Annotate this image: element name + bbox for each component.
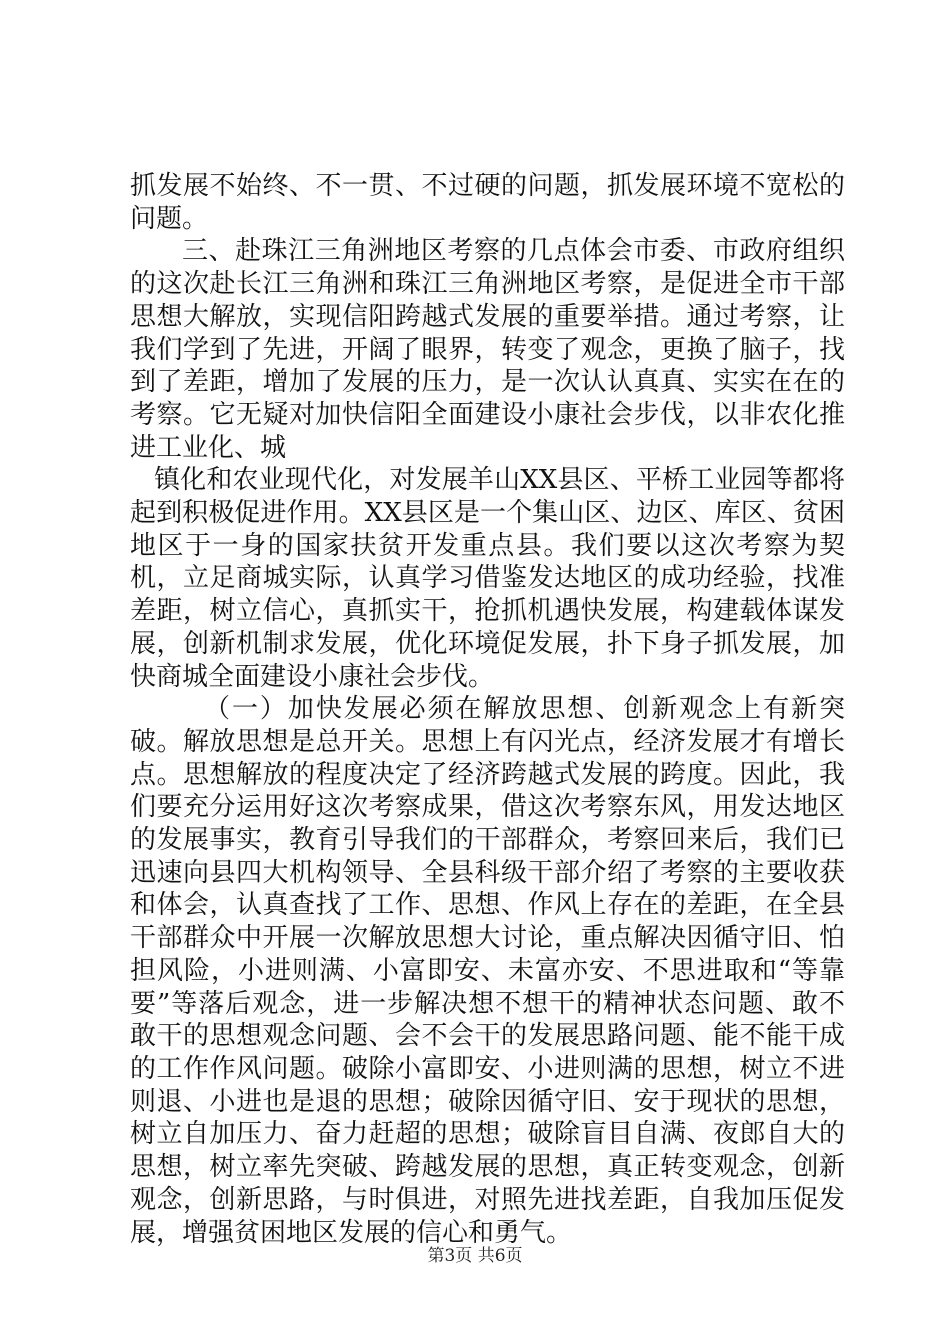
document-body [130,170,845,1249]
paragraph-section-three: 三、赴珠江三角洲地区考察的几点体会市委、市政府组织的这次赴长江三角洲和珠江三角洲地区考察，是促进全市干部思想大解放，实现信阳跨越式发展的重要举措。通过考察，让我们学到了先进，开阔了眼界，转变了观念，更换了脑子，找到了差距，增加了发展的压力，是一次认认真真、实实在在的考察。它无疑对加快信阳全面建设小康社会步伐，以非农化推进工业化、城 [130,236,845,463]
page-footer: 第3页 共6页 [427,1246,523,1266]
paragraph-subsection-one: （一）加快发展必须在解放思想、创新观念上有新突破。解放思想是总开关。思想上有闪光点，经济发展才有增长点。思想解放的程度决定了经济跨越式发展的跨度。因此，我们要充分运用好这次考察成果，借这次考察东风，用发达地区的发展事实，教育引导我们的干部群众，考察回来后，我们已迅速向县四大机构领导、全县科级干部介绍了考察的主要收获和体会，认真查找了工作、思想、作风上存在的差距，在全县干部群众中开展一次解放思想大讨论，重点解决因循守旧、怕担风险，小进则满、小富即安、未富亦安、不思进取和“等靠要”等落后观念，进一步解决想不想干的精神状态问题、敢不敢干的思想观念问题、会不会干的发展思路问题、能不能干成的工作作风问题。破除小富即安、小进则满的思想，树立不进则退、小进也是退的思想；破除因循守旧、安于现状的思想，树立自加压力、奋力赶超的思想；破除盲目自满、夜郎自大的思想，树立率先突破、跨越发展的思想，真正转变观念，创新观念，创新思路，与时俱进，对照先进找差距，自我加压促发展，增强贫困地区发展的信心和勇气。 [130,694,845,1248]
paragraph-shangcheng: 镇化和农业现代化，对发展羊山XX县区、平桥工业园等都将起到积极促进作用。XX县区是一个集山区、边区、库区、贫困地区于一身的国家扶贫开发重点县。我们要以这次考察为契机，立足商城实际，认真学习借鉴发达地区的成功经验，找准差距，树立信心，真抓实干，抢抓机遇快发展，构建载体谋发展，创新机制求发展，优化环境促发展，扑下身子抓发展，加快商城全面建设小康社会步伐。 [130,465,845,692]
paragraph-continuation: 抓发展不始终、不一贯、不过硬的问题，抓发展环境不宽松的问题。 [130,171,845,234]
